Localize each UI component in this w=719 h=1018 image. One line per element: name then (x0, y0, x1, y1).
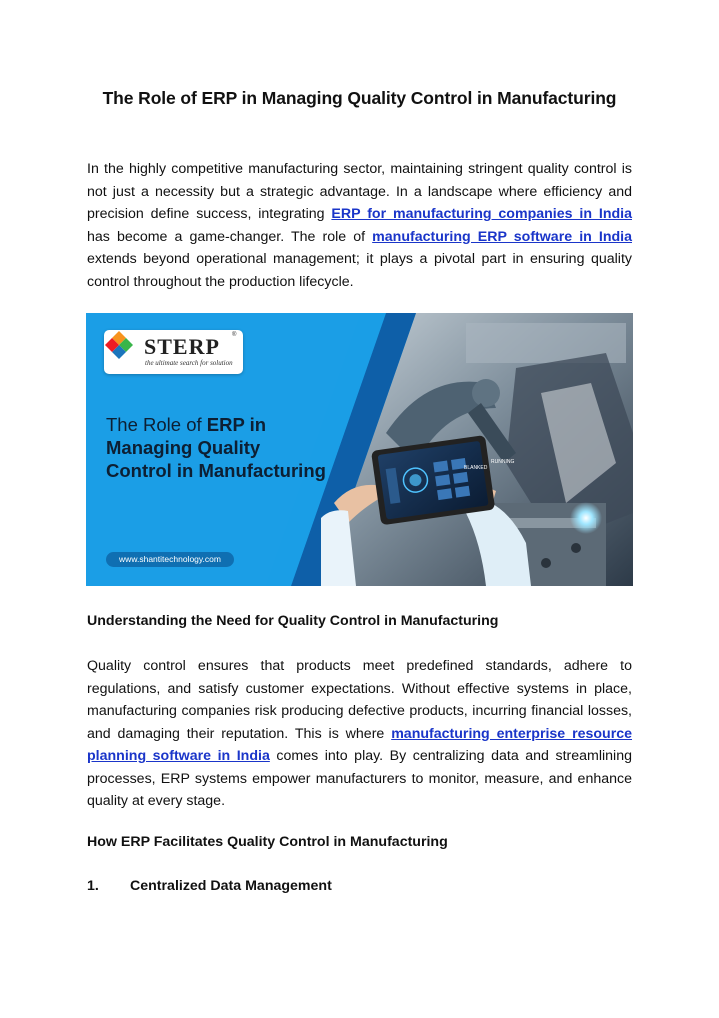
manufacturing-enterprise-erp-link[interactable]: manufacturing enterprise resource planning software in India (87, 725, 633, 764)
banner-heading-pre: The Role of (106, 414, 207, 435)
sterp-logo-mark-icon (104, 330, 134, 360)
intro-text-3: extends beyond operational management; it plays a pivotal part in ensuring quality control throughout the production lifecycle. (87, 251, 632, 290)
banner-heading-in: in (244, 414, 267, 435)
list-item-label: Centralized Data Management (130, 878, 332, 894)
banner-heading-line2: Managing Quality (106, 437, 261, 458)
section2-heading: How ERP Facilitates Quality Control in Manufacturing (87, 834, 448, 850)
article-banner-image (86, 313, 633, 586)
intro-text-1: In the highly competitive manufacturing sector, maintaining stringent quality control is not just a necessity but a strategic advantage. In a landscape where efficiency and precision define success, integrating (87, 161, 632, 222)
document-title: The Role of ERP in Managing Quality Control in Manufacturing (102, 88, 617, 108)
banner-heading (106, 413, 366, 482)
list-item-number: 1. (87, 878, 99, 894)
section1-text-1: Quality control ensures that products meet predefined standards, adhere to regulations, and satisfy customer expectations. Without effective systems in place, manufacturing companies risk producing defective products, incurring financial losses, and damaging their reputation. This is where (87, 658, 632, 742)
logo-wordmark: STERP (144, 334, 220, 359)
section1-heading: Understanding the Need for Quality Control in Manufacturing (87, 613, 499, 629)
sterp-logo (104, 330, 243, 374)
logo-tagline: the ultimate search for solution (145, 359, 233, 367)
manufacturing-erp-software-link[interactable]: manufacturing ERP software in India (372, 228, 632, 245)
erp-manufacturing-india-link[interactable]: ERP for manufacturing companies in India (331, 206, 632, 222)
banner-website-pill: www.shantitechnology.com (106, 552, 234, 567)
banner-heading-erp: ERP (206, 414, 245, 435)
tablet-label-blanked: BLANKED (464, 465, 488, 471)
banner-heading-line3: Control in Manufacturing (106, 460, 326, 481)
intro-paragraph (87, 158, 632, 293)
tablet-label-running: RUNNING (491, 459, 515, 465)
logo-registered-mark: ® (232, 332, 237, 338)
section1-paragraph (87, 655, 632, 813)
intro-text-2: has become a game-changer. The role of (87, 228, 373, 245)
section1-text-2: comes into play. By centralizing data and streamlining processes, ERP systems empower manufacturers to monitor, measure, and enhance quality at every stage. (87, 748, 632, 809)
